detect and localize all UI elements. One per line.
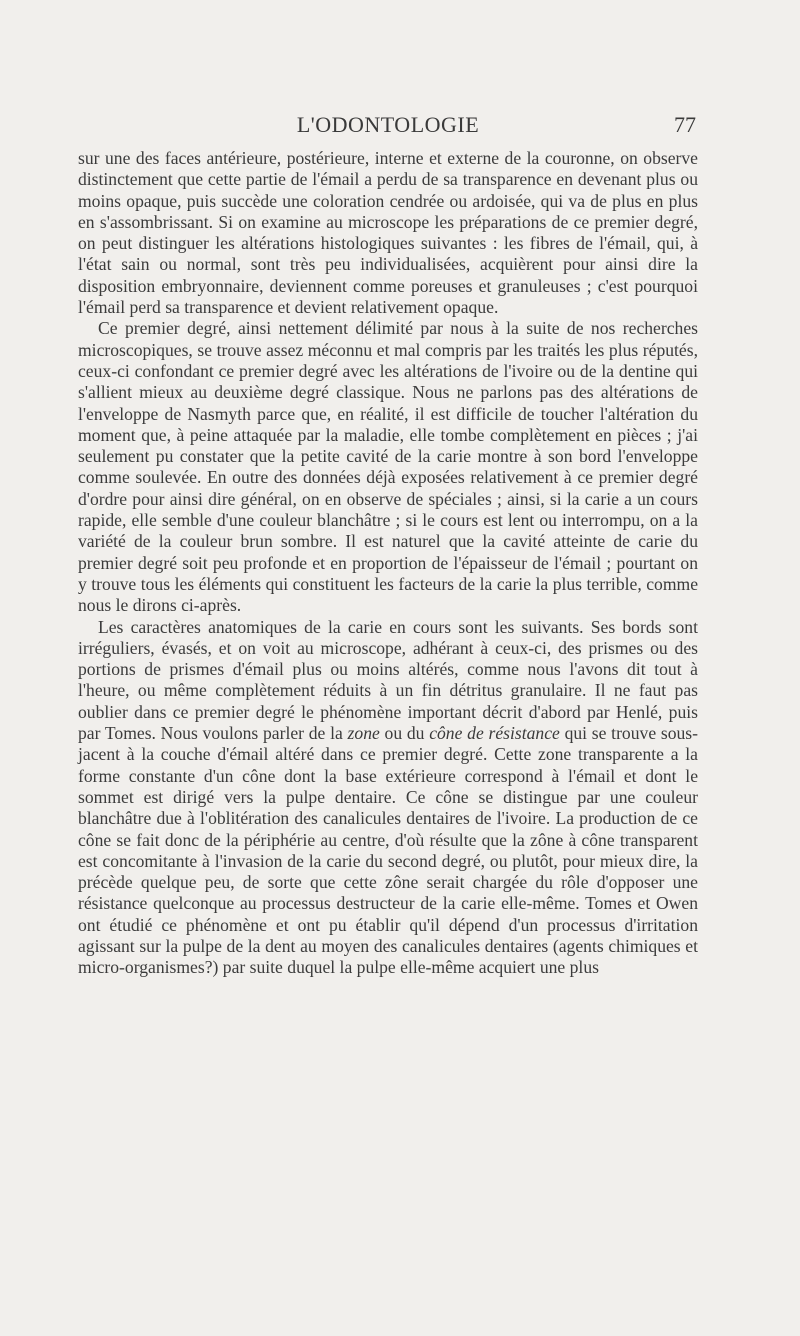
paragraph-3-part-3: qui se trouve sous-jacent à la couche d'émail altéré dans ce premier degré. Cette zone transparente a la forme constante d'un cône dont la base extérieure correspond à l'émail et dont le sommet est dirigé vers la pulpe dentaire. Ce cône se distingue par une couleur blanchâtre due à l'oblitération des canalicules dentaires de l'ivoire. La production de ce cône se fait donc de la périphérie au centre, d'où résulte que la zône à cône transparent est concomitante à l'invasion de la carie du second degré, ou plutôt, pour mieux dire, la précède quelque peu, de sorte que cette zône serait chargée du rôle d'opposer une résistance quelconque au processus destructeur de la carie elle-même. Tomes et Owen ont étudié ce phénomène et ont pu établir qu'il dépend d'un processus d'irritation agissant sur la pulpe de la dent au moyen des canalicules dentaires (agents chimiques et micro-organismes?) par suite duquel la pulpe elle-même acquiert une plus	[78, 723, 699, 978]
paragraph-3-part-2: ou du	[379, 723, 430, 744]
paragraph-1: sur une des faces antérieure, postérieure, interne et externe de la couronne, on observe distinctement que cette partie de l'émail a perdu de sa transparence en devenant plus ou moins opaque, puis succède une coloration cendrée ou ardoisée, qui va de plus en plus en s'assombrissant. Si on examine au microscope les préparations de ce premier degré, on peut distinguer les altérations histologiques suivantes : les fibres de l'émail, qui, à l'état sain ou normal, sont très peu individualisées, acquièrent pour ainsi dire la disposition embryonnaire, deviennent comme poreuses et granuleuses ; c'est pourquoi l'émail perd sa transparence et devient relativement opaque.	[78, 148, 698, 318]
running-header	[78, 112, 698, 140]
journal-title: L'ODONTOLOGIE	[296, 112, 480, 137]
italic-term-cone-de-resistance: cône de résistance	[429, 723, 560, 744]
paragraph-3	[78, 617, 698, 979]
page-number: 77	[674, 112, 696, 137]
italic-term-zone: zone	[347, 723, 380, 744]
paragraph-3-part-1: Les caractères anatomiques de la carie en cours sont les suivants. Ses bords sont irréguliers, évasés, et on voit au microscope, adhérant à ceux-ci, des prismes ou des portions de prismes d'émail plus ou moins altérés, comme nous l'avons dit tout à l'heure, ou même complètement réduits à un fin détritus granulaire. Il ne faut pas oublier dans ce premier degré le phénomène important décrit d'abord par Henlé, puis par Tomes. Nous voulons parler de la	[78, 616, 698, 744]
body-text	[78, 148, 698, 979]
paragraph-2: Ce premier degré, ainsi nettement délimité par nous à la suite de nos recherches microscopiques, se trouve assez méconnu et mal compris par les traités les plus réputés, ceux-ci confondant ce premier degré avec les altérations de l'ivoire ou de la dentine qui s'allient mieux au deuxième degré classique. Nous ne parlons pas des altérations de l'enveloppe de Nasmyth parce que, en réalité, il est difficile de toucher l'altération du moment que, à peine attaquée par la maladie, elle tombe complètement en pièces ; j'ai seulement pu constater que la petite cavité de la carie montre à son bord l'enveloppe comme soulevée. En outre des données déjà exposées relativement à ce premier degré d'ordre pour ainsi dire général, on en observe de spéciales ; ainsi, si la carie a un cours rapide, elle semble d'une couleur blanchâtre ; si le cours est lent ou interrompu, on a la variété de la couleur brun sombre. Il est naturel que la cavité atteinte de carie du premier degré soit peu profonde et en proportion de l'épaisseur de l'émail ; pourtant on y trouve tous les éléments qui constituent les facteurs de la carie la plus terrible, comme nous le dirons ci-après.	[78, 318, 698, 616]
